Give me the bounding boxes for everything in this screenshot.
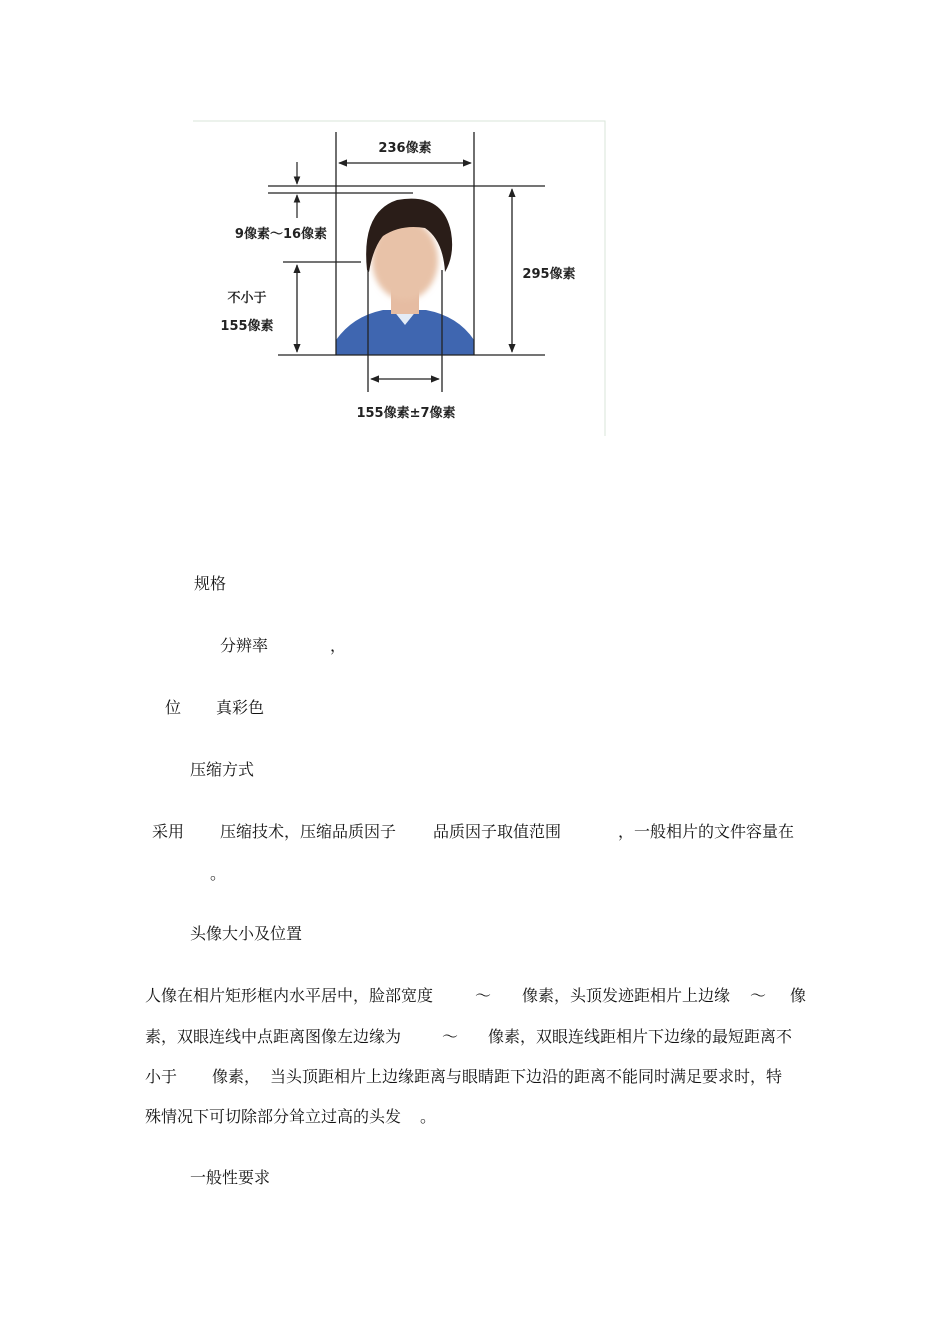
height-label: 295像素 [522, 267, 576, 282]
compression-end: 。 [210, 864, 227, 883]
eye-label-line1: 不小于 [227, 291, 267, 306]
general-heading: 一般性要求 [190, 1168, 271, 1187]
compression-seg4: ，一般相片的文件容量在 [618, 822, 795, 841]
head-line2-a: 素，双眼连线中点距离图像左边缘为 [145, 1027, 402, 1046]
compression-seg1: 采用 [152, 822, 185, 841]
compression-seg3: 品质因子取值范围 [433, 822, 562, 841]
head-line1-a: 人像在相片矩形框内水平居中，脸部宽度 [145, 986, 434, 1005]
head-line4: 殊情况下可切除部分耸立过高的头发 [145, 1107, 402, 1126]
compression-heading: 压缩方式 [190, 760, 255, 779]
head-line1-e: 像 [790, 986, 807, 1005]
head-line2-b: ～ [442, 1027, 459, 1046]
head-line1-b: ～ [475, 986, 492, 1005]
portrait-photo [336, 186, 474, 355]
spec-truecolor: 真彩色 [216, 698, 265, 717]
head-line1-c: 像素，头顶发迹距相片上边缘 [522, 986, 731, 1005]
face-width-label: 155像素±7像素 [356, 406, 456, 421]
top-gap-label: 9像素～16像素 [234, 227, 328, 242]
spec-resolution: 分辨率 [220, 636, 269, 655]
width-label: 236像素 [378, 141, 432, 156]
photo-spec-diagram [193, 120, 606, 436]
head-line3-c: 当头顶距相片上边缘距离与眼睛距下边沿的距离不能同时满足要求时，特 [270, 1067, 783, 1086]
head-heading: 头像大小及位置 [190, 924, 303, 943]
head-line1-d: ～ [750, 986, 767, 1005]
spec-bits: 位 [165, 698, 182, 717]
compression-seg2: 压缩技术，压缩品质因子 [220, 822, 397, 841]
head-line2-c: 像素，双眼连线距相片下边缘的最短距离不 [488, 1027, 793, 1046]
head-line4-end: 。 [420, 1107, 437, 1126]
spec-heading: 规格 [194, 574, 227, 593]
eye-label-line2: 155像素 [220, 319, 274, 334]
photo-spec-figure [193, 120, 606, 436]
head-line3-a: 小于 [145, 1067, 178, 1086]
head-line3-b: 像素， [212, 1067, 261, 1086]
spec-comma: ， [330, 636, 347, 655]
